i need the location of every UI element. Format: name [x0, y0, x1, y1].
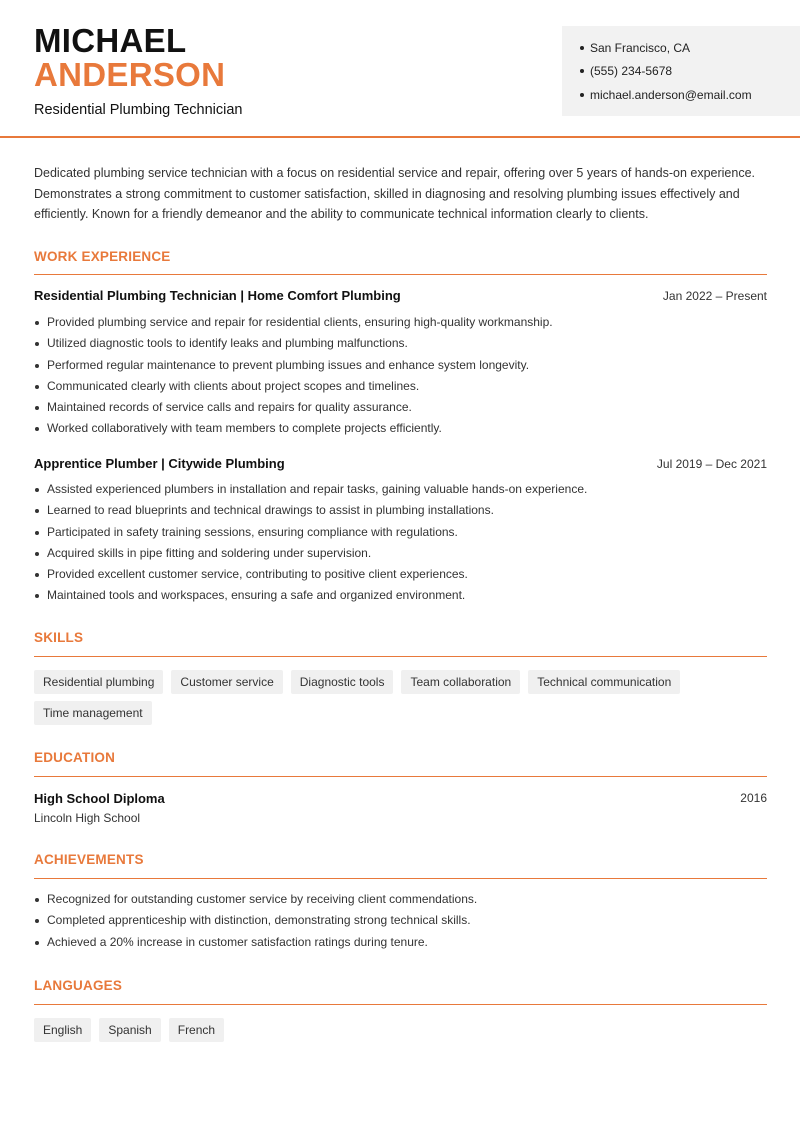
skill-chip: Customer service [171, 670, 282, 694]
education-school: Lincoln High School [34, 811, 141, 825]
job-bullets [34, 479, 767, 607]
skill-chip: Team collaboration [401, 670, 520, 694]
list-item: Worked collaboratively with team members to complete projects efficiently. [34, 418, 767, 439]
skills-list [34, 670, 774, 732]
location-text: San Francisco, CA [590, 40, 691, 55]
first-name: MICHAEL [34, 22, 187, 59]
list-item: Learned to read blueprints and technical drawings to assist in plumbing installations. [34, 500, 767, 521]
bullet-icon [580, 69, 584, 73]
section-title-languages: LANGUAGES [34, 978, 123, 993]
job-title: Residential Plumbing Technician [34, 102, 243, 118]
job-dates: Jul 2019 – Dec 2021 [656, 456, 767, 471]
professional-summary: Dedicated plumbing service technician with a focus on residential service and repair, offering over 5 years of hands-on experience. Demonstrates a strong commitment to customer satisfaction, skilled in diagnosing and resolving plumbing issues effectively and efficiently. Known for a friendly demeanor and the ability to communicate technical information clearly to clients. [34, 166, 756, 221]
bullet-icon [580, 93, 584, 97]
section-title-skills: SKILLS [34, 630, 84, 645]
list-item: Performed regular maintenance to prevent plumbing issues and enhance system longevity. [34, 355, 767, 376]
job-bullets [34, 312, 767, 440]
name-block [34, 24, 243, 118]
section-divider [34, 878, 767, 879]
skill-chip: Diagnostic tools [291, 670, 394, 694]
language-chip: English [34, 1018, 91, 1042]
section-title-education: EDUCATION [34, 750, 116, 765]
section-title-work: WORK EXPERIENCE [34, 249, 171, 264]
skill-chip: Residential plumbing [34, 670, 163, 694]
job-dates: Jan 2022 – Present [662, 288, 767, 303]
section-title-achievements: ACHIEVEMENTS [34, 852, 144, 867]
contact-location [580, 36, 800, 60]
email-text: michael.anderson@email.com [590, 87, 752, 102]
skill-chip: Technical communication [528, 670, 680, 694]
education-header [34, 791, 767, 806]
achievements-list [34, 889, 767, 953]
list-item: Participated in safety training sessions, ensuring compliance with regulations. [34, 522, 767, 543]
list-item: Communicated clearly with clients about project scopes and timelines. [34, 376, 767, 397]
job-role: Apprentice Plumber | Citywide Plumbing [34, 456, 285, 471]
job-role: Residential Plumbing Technician | Home Comfort Plumbing [34, 288, 401, 303]
contact-box [562, 26, 800, 116]
phone-text: (555) 234-5678 [590, 64, 673, 79]
list-item: Provided plumbing service and repair for residential clients, ensuring high-quality workmanship. [34, 312, 767, 333]
education-year: 2016 [740, 791, 767, 805]
list-item: Achieved a 20% increase in customer satisfaction ratings during tenure. [34, 932, 767, 953]
job-header [34, 288, 767, 303]
list-item: Maintained tools and workspaces, ensuring a safe and organized environment. [34, 585, 767, 606]
bullet-icon [580, 46, 584, 50]
list-item: Utilized diagnostic tools to identify leaks and plumbing malfunctions. [34, 333, 767, 354]
job-header [34, 456, 767, 471]
list-item: Maintained records of service calls and repairs for quality assurance. [34, 397, 767, 418]
list-item: Assisted experienced plumbers in installation and repair tasks, gaining valuable hands-on experience. [34, 479, 767, 500]
languages-list [34, 1018, 774, 1049]
contact-phone [580, 60, 800, 84]
skill-chip: Time management [34, 701, 152, 725]
contact-email [580, 83, 800, 107]
section-divider [34, 656, 767, 657]
last-name: ANDERSON [34, 56, 226, 93]
list-item: Recognized for outstanding customer service by receiving client commendations. [34, 889, 767, 910]
resume-header [0, 0, 800, 138]
language-chip: French [169, 1018, 224, 1042]
section-divider [34, 776, 767, 777]
education-degree: High School Diploma [34, 791, 165, 806]
section-divider [34, 274, 767, 275]
list-item: Completed apprenticeship with distinction, demonstrating strong technical skills. [34, 910, 767, 931]
list-item: Acquired skills in pipe fitting and soldering under supervision. [34, 543, 767, 564]
language-chip: Spanish [99, 1018, 160, 1042]
list-item: Provided excellent customer service, contributing to positive client experiences. [34, 564, 767, 585]
section-divider [34, 1004, 767, 1005]
